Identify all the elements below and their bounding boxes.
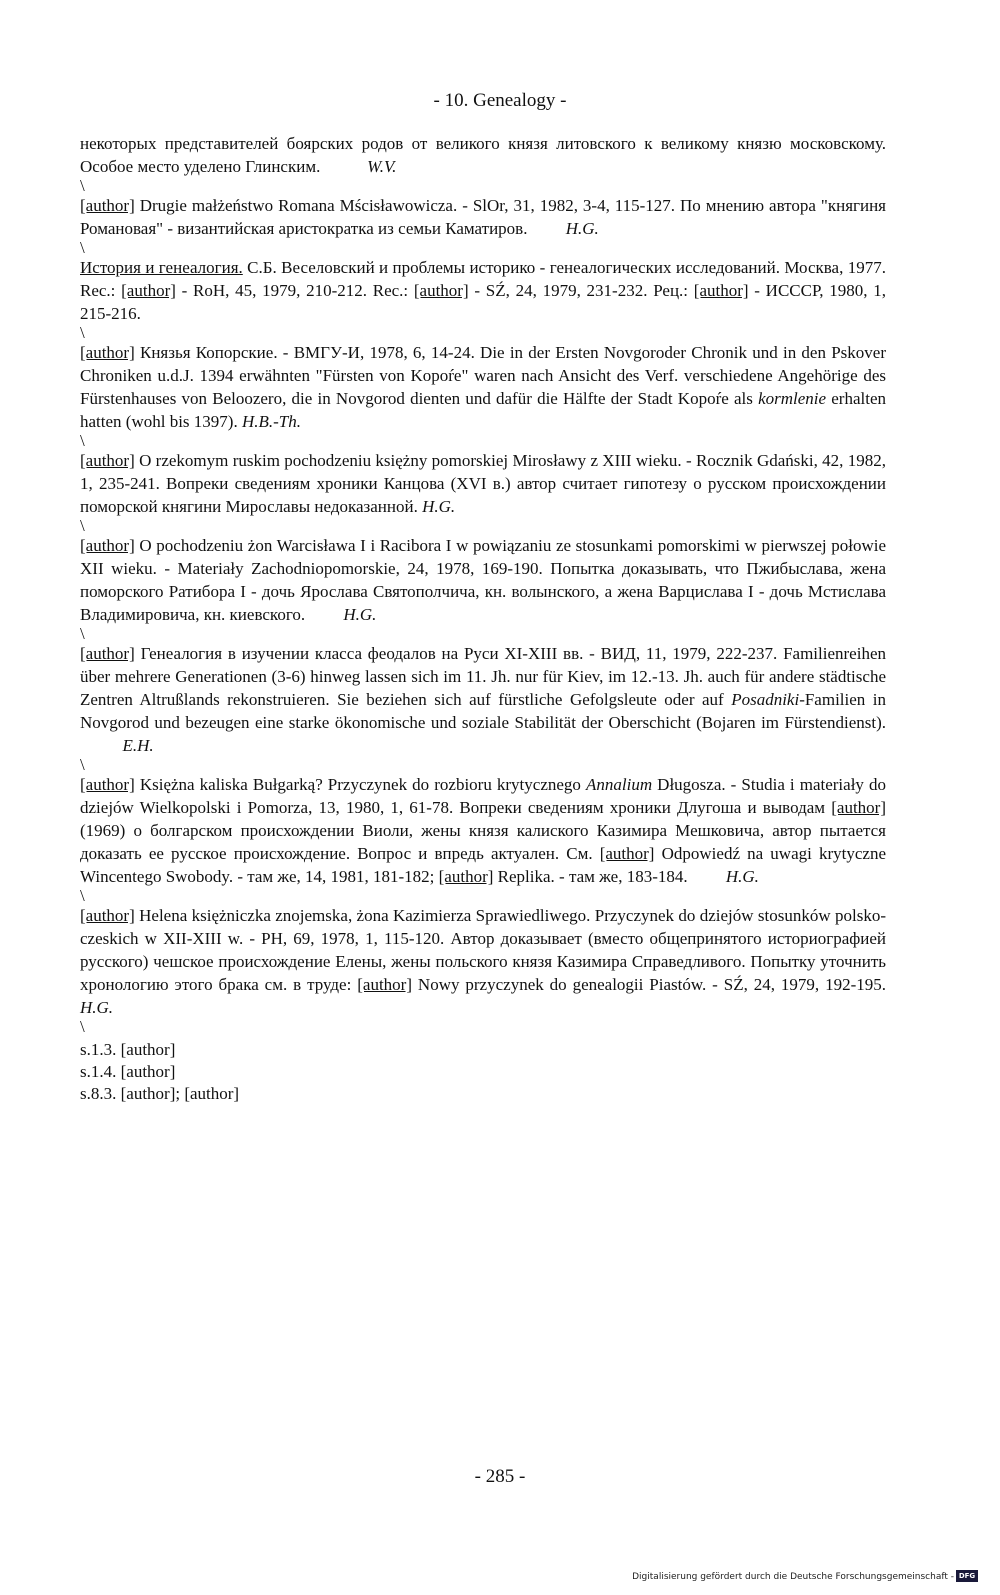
cross-reference: [author] xyxy=(831,798,886,817)
entry-author: [author] xyxy=(80,343,135,362)
separator: \ xyxy=(80,624,85,643)
bibliography-entry xyxy=(80,194,886,240)
digitization-credit: Digitalisierung gefördert durch die Deutsche Forschungsgemeinschaft - xyxy=(632,1572,954,1582)
cross-reference: [author] xyxy=(438,867,494,886)
reviewer-initials: H.B.-Th. xyxy=(241,412,301,431)
cross-reference-item: s.1.4. [author] xyxy=(80,1062,176,1081)
bibliography-entry xyxy=(80,904,886,1019)
entry-text: -Familien in Novgorod und bezeugen eine starke ökonomische und soziale Stabilität der Oberschicht (Bojaren im Fürstendienst). xyxy=(80,690,886,732)
entry-author: История и генеалогия. xyxy=(80,258,243,277)
entry-author: [author] xyxy=(80,536,135,555)
italic-term: Posadniki xyxy=(731,690,800,709)
entry-text: (1969) о болгарском происхождении Виоли, жены князя калиского Казимира Мешковича, автор пытается доказать ее русское происхождение. Вопрос и впредь актуален. См. xyxy=(80,821,886,863)
bibliography-entry xyxy=(80,642,886,757)
entry-text: Księżna kaliska Bułgarką? Przyczynek do rozbioru krytycznego xyxy=(134,775,586,794)
entry-author: [author] xyxy=(80,451,135,470)
separator: \ xyxy=(80,238,85,257)
separator: \ xyxy=(80,516,85,535)
entry-text: Князья Копорские. - ВМГУ-И, 1978, 6, 14-24. Die in der Ersten Novgoroder Chronik und in den Pskover Chroniken u.d.J. 1394 erwähnten "Fürsten von Kopoŕe" waren nach Ansicht des Verf. verschiedene Angehörige des Fürstenhauses von Beloozero, die in Novgorod dienten und dafür die Hälfte der Stadt Kopoŕe als xyxy=(80,343,886,408)
entry-text: Odpowiedź na uwagi krytyczne Wincentego Swobody. - там же, 14, 1981, 181-182; xyxy=(80,844,886,886)
separator: \ xyxy=(80,431,85,450)
entry-text: - ИСССР, 1980, 1, 215-216. xyxy=(80,281,887,323)
bibliography-entry xyxy=(80,341,886,433)
entry-text: Генеалогия в изучении класса феодалов на Руси XI-XIII вв. - ВИД, 11, 1979, 222-237. Familienreihen über mehrere Generationen (3-6) hinweg lassen sich im 11. Jh. nur für Kiev, im 12.-13. Jh. auch für andere städtische Zentren Altrußlands rekonstruieren. Sie beziehen sich auf fürstliche Gefolgsleute oder auf xyxy=(80,644,886,709)
separator: \ xyxy=(80,886,85,905)
bibliography-entry xyxy=(80,534,886,626)
entry-text: - SŹ, 24, 1979, 231-232. Рец.: xyxy=(468,281,694,300)
entry-text: - RoH, 45, 1979, 210-212. Rec.: xyxy=(175,281,414,300)
entry-author: [author] xyxy=(80,775,135,794)
entry-text: некоторых представителей боярских родов от великого князя литовского к великому князю московскому. Особое место уделено Глинским. xyxy=(80,134,886,176)
entry-text: Drugie małżeństwo Romana Mścisławowicza. - SlOr, 31, 1982, 3-4, 115-127. По мнению автора "княгиня Романовая" - византийская аристократка из семьи Каматиров. xyxy=(80,196,886,238)
bibliography-body xyxy=(80,132,886,1105)
bibliography-entry xyxy=(80,449,886,518)
separator: \ xyxy=(80,1017,85,1036)
separator: \ xyxy=(80,755,85,774)
cross-reference-list xyxy=(80,1039,886,1105)
page-number: - 285 - xyxy=(474,1466,526,1487)
reviewer-initials: H.G. xyxy=(422,497,456,516)
reviewer-initials: H.G. xyxy=(725,867,759,886)
entry-author: [author] xyxy=(80,644,135,663)
dfg-logo-icon: DFG xyxy=(956,1570,978,1582)
cross-reference-item: s.8.3. [author]; [author] xyxy=(80,1084,240,1103)
review-author: [author] xyxy=(121,281,176,300)
cross-reference-item: s.1.3. [author] xyxy=(80,1040,176,1059)
entry-text: Helena księżniczka znojemska, żona Kazimierza Sprawiedliwego. Przyczynek do dziejów stosunków polsko-czeskich w XII-XIII w. - PH, 69, 1978, 1, 115-120. Автор доказывает (вместо общепринятого историографией русского) чешское происхождение Елены, жены польского князя Казимира Справедливого. Попытку уточнить хронологию этого брака см. в труде: xyxy=(80,906,886,994)
italic-term: Annalium xyxy=(585,775,653,794)
cross-reference: [author] xyxy=(357,975,413,994)
entry-text: O pochodzeniu żon Warcisława I i Racibora I w powiązaniu ze stosunkami pomorskimi w pierwszej połowie XII wieku. - Materiały Zachodniopomorskie, 24, 1978, 169-190. Попытка доказывать, что Пжибыслава, жена поморского Ратибора I - дочь Ярослава Святополчича, кн. волынского, а жена Варцислава I - дочь Мстислава Владимировича, кн. киевского. xyxy=(80,536,886,624)
entry-text: Nowy przyczynek do genealogii Piastów. - SŹ, 24, 1979, 192-195. xyxy=(412,975,886,994)
reviewer-initials: H.G. xyxy=(343,605,377,624)
separator: \ xyxy=(80,323,85,342)
entry-text: erhalten hatten (wohl bis 1397). xyxy=(80,389,886,431)
entry-text: Replika. - там же, 183-184. xyxy=(493,867,688,886)
italic-term: kormlenie xyxy=(758,389,827,408)
reviewer-initials: E.H. xyxy=(122,736,154,755)
entry-author: [author] xyxy=(80,906,135,925)
reviewer-initials: H.G. xyxy=(565,219,599,238)
reviewer-initials: H.G. xyxy=(80,998,114,1017)
reviewer-initials: W.V. xyxy=(367,157,397,176)
entry-author: [author] xyxy=(80,196,135,215)
entry-text: С.Б. Веселовский и проблемы историко - генеалогических исследований. Москва, 1977. Rec.: xyxy=(80,258,886,300)
bibliography-entry xyxy=(80,773,886,888)
page-header: - 10. Genealogy - xyxy=(433,90,567,111)
review-author: [author] xyxy=(413,281,469,300)
entry-text: Długosza. - Studia i materiały do dziejów Wielkopolski i Pomorza, 13, 1980, 1, 61-78. Вопреки сведениям хроники Длугоша и выводам xyxy=(80,775,886,817)
separator: \ xyxy=(80,176,85,195)
entry-continuation xyxy=(80,132,886,178)
entry-text: O rzekomym ruskim pochodzeniu księżny pomorskiej Mirosławy z XIII wieku. - Rocznik Gdański, 42, 1982, 1, 235-241. Вопреки сведениям хроники Канцова (XVI в.) автор считает гипотезу о русском происхождении поморской княгини Мирославы недоказанной. xyxy=(80,451,886,516)
cross-reference: [author] xyxy=(599,844,655,863)
review-author: [author] xyxy=(693,281,749,300)
bibliography-entry xyxy=(80,256,886,325)
